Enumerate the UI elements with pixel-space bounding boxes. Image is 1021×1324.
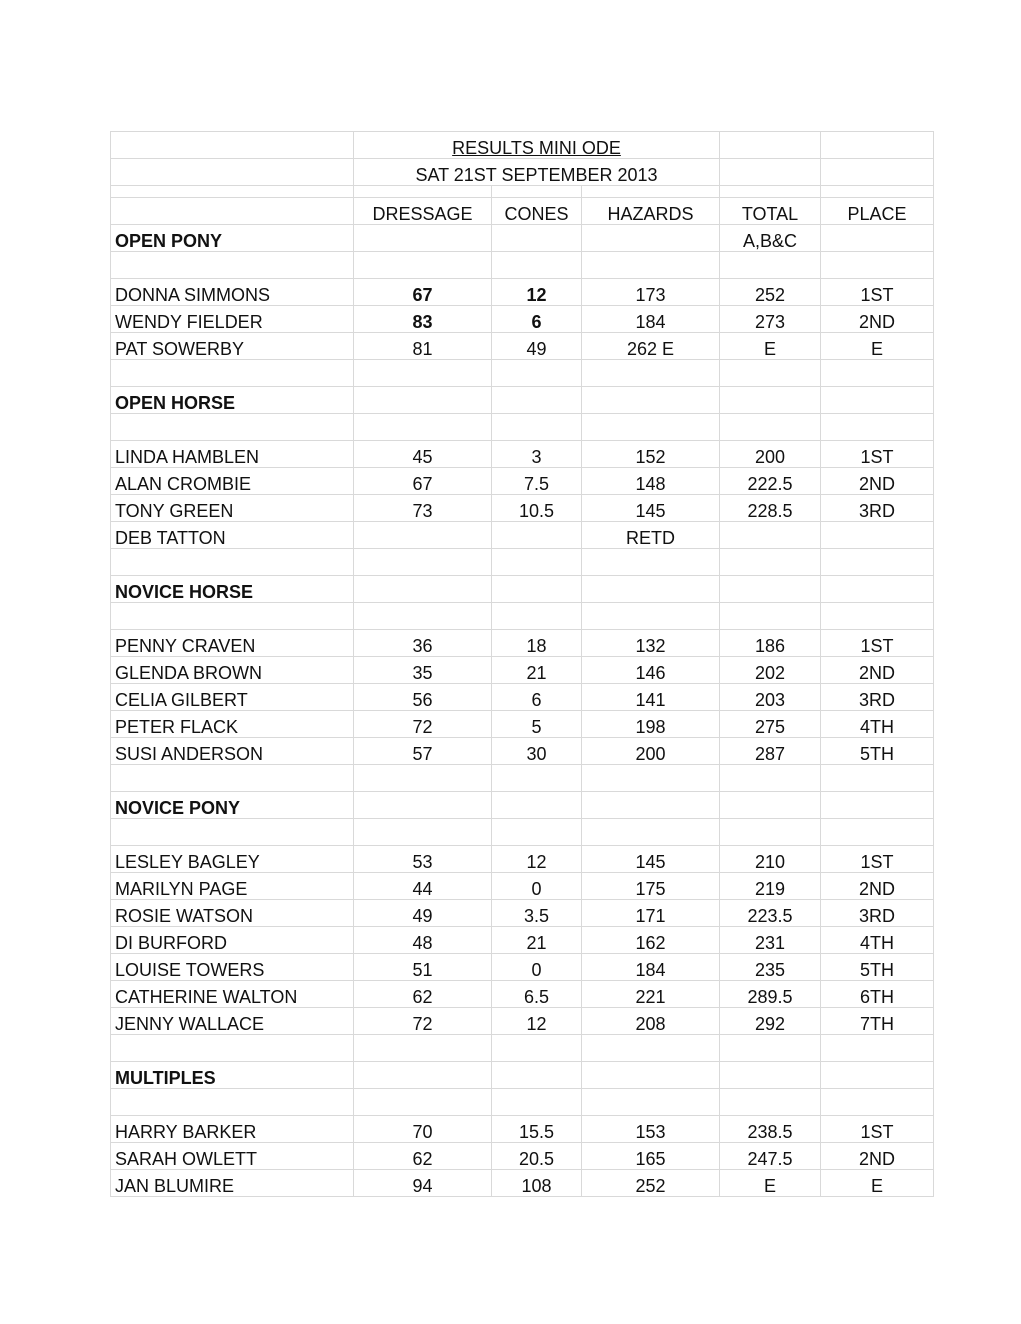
table-row [111, 1170, 934, 1197]
place-cell: 5TH [821, 954, 934, 981]
cones-cell: 6 [492, 306, 582, 333]
total-cell: 247.5 [720, 1143, 821, 1170]
blank-row [111, 1089, 934, 1116]
place-cell: 4TH [821, 927, 934, 954]
competitor-name: SARAH OWLETT [111, 1143, 354, 1170]
cones-cell [492, 522, 582, 549]
cones-cell: 21 [492, 657, 582, 684]
total-cell: 252 [720, 279, 821, 306]
cones-cell: 12 [492, 1008, 582, 1035]
total-cell: 275 [720, 711, 821, 738]
competitor-name: ROSIE WATSON [111, 900, 354, 927]
dressage-cell: 73 [354, 495, 492, 522]
section-header-row [111, 792, 934, 819]
table-row [111, 1116, 934, 1143]
section-header-row [111, 387, 934, 414]
place-cell: 1ST [821, 1116, 934, 1143]
dressage-cell: 70 [354, 1116, 492, 1143]
section-title: OPEN PONY [111, 225, 354, 252]
blank-row [111, 603, 934, 630]
place-cell: 5TH [821, 738, 934, 765]
hazards-cell: 132 [582, 630, 720, 657]
column-header-place: PLACE [821, 198, 934, 225]
hazards-cell: 171 [582, 900, 720, 927]
competitor-name: JENNY WALLACE [111, 1008, 354, 1035]
competitor-name: HARRY BARKER [111, 1116, 354, 1143]
dressage-cell: 72 [354, 711, 492, 738]
dressage-cell: 56 [354, 684, 492, 711]
section-title: NOVICE PONY [111, 792, 354, 819]
place-cell: 2ND [821, 306, 934, 333]
total-cell: 235 [720, 954, 821, 981]
place-cell: 2ND [821, 873, 934, 900]
table-row [111, 954, 934, 981]
dressage-cell: 67 [354, 468, 492, 495]
results-table-body [111, 132, 934, 1197]
competitor-name: ALAN CROMBIE [111, 468, 354, 495]
total-cell: 202 [720, 657, 821, 684]
total-cell: 203 [720, 684, 821, 711]
dressage-cell: 57 [354, 738, 492, 765]
dressage-cell: 44 [354, 873, 492, 900]
cones-cell: 0 [492, 954, 582, 981]
hazards-cell: 153 [582, 1116, 720, 1143]
place-cell [821, 522, 934, 549]
total-cell: 273 [720, 306, 821, 333]
total-cell: E [720, 1170, 821, 1197]
place-cell: 1ST [821, 279, 934, 306]
hazards-cell: 262 E [582, 333, 720, 360]
cones-cell: 0 [492, 873, 582, 900]
total-cell: 186 [720, 630, 821, 657]
cones-cell: 7.5 [492, 468, 582, 495]
place-cell: 1ST [821, 630, 934, 657]
page-title: RESULTS MINI ODE [452, 138, 621, 158]
total-cell: 200 [720, 441, 821, 468]
total-cell: 289.5 [720, 981, 821, 1008]
hazards-cell: 198 [582, 711, 720, 738]
table-row [111, 684, 934, 711]
total-cell: 223.5 [720, 900, 821, 927]
dressage-cell: 62 [354, 981, 492, 1008]
section-title: MULTIPLES [111, 1062, 354, 1089]
total-cell: 222.5 [720, 468, 821, 495]
total-note: A,B&C [720, 225, 821, 252]
competitor-name: LINDA HAMBLEN [111, 441, 354, 468]
total-cell [720, 522, 821, 549]
table-row [111, 333, 934, 360]
dressage-cell: 49 [354, 900, 492, 927]
table-row [111, 306, 934, 333]
cones-cell: 12 [492, 279, 582, 306]
blank-row [111, 252, 934, 279]
competitor-name: CELIA GILBERT [111, 684, 354, 711]
place-cell: E [821, 1170, 934, 1197]
competitor-name: PAT SOWERBY [111, 333, 354, 360]
place-cell: 3RD [821, 900, 934, 927]
column-header-cones: CONES [492, 198, 582, 225]
hazards-cell: 208 [582, 1008, 720, 1035]
event-date: SAT 21ST SEPTEMBER 2013 [354, 159, 720, 186]
competitor-name: MARILYN PAGE [111, 873, 354, 900]
hazards-cell: 184 [582, 306, 720, 333]
cones-cell: 15.5 [492, 1116, 582, 1143]
place-cell: 3RD [821, 684, 934, 711]
table-row [111, 495, 934, 522]
competitor-name: DEB TATTON [111, 522, 354, 549]
dressage-cell: 45 [354, 441, 492, 468]
total-cell: E [720, 333, 821, 360]
table-row [111, 279, 934, 306]
cones-cell: 21 [492, 927, 582, 954]
total-cell: 238.5 [720, 1116, 821, 1143]
competitor-name: CATHERINE WALTON [111, 981, 354, 1008]
section-title: OPEN HORSE [111, 387, 354, 414]
total-cell: 228.5 [720, 495, 821, 522]
hazards-cell: RETD [582, 522, 720, 549]
table-row [111, 1008, 934, 1035]
competitor-name: GLENDA BROWN [111, 657, 354, 684]
dressage-cell: 83 [354, 306, 492, 333]
dressage-cell: 35 [354, 657, 492, 684]
dressage-cell: 81 [354, 333, 492, 360]
blank-row [111, 765, 934, 792]
table-row [111, 468, 934, 495]
cones-cell: 3 [492, 441, 582, 468]
table-row [111, 711, 934, 738]
competitor-name: WENDY FIELDER [111, 306, 354, 333]
dressage-cell: 36 [354, 630, 492, 657]
section-title: NOVICE HORSE [111, 576, 354, 603]
hazards-cell: 221 [582, 981, 720, 1008]
competitor-name: SUSI ANDERSON [111, 738, 354, 765]
column-header-dressage: DRESSAGE [354, 198, 492, 225]
hazards-cell: 165 [582, 1143, 720, 1170]
table-row [111, 630, 934, 657]
dressage-cell: 48 [354, 927, 492, 954]
dressage-cell: 51 [354, 954, 492, 981]
place-cell: 1ST [821, 846, 934, 873]
hazards-cell: 146 [582, 657, 720, 684]
place-cell: 2ND [821, 657, 934, 684]
competitor-name: PENNY CRAVEN [111, 630, 354, 657]
competitor-name: JAN BLUMIRE [111, 1170, 354, 1197]
hazards-cell: 152 [582, 441, 720, 468]
table-row [111, 1143, 934, 1170]
cones-cell: 10.5 [492, 495, 582, 522]
dressage-cell: 94 [354, 1170, 492, 1197]
place-cell: 3RD [821, 495, 934, 522]
competitor-name: TONY GREEN [111, 495, 354, 522]
competitor-name: DONNA SIMMONS [111, 279, 354, 306]
hazards-cell: 145 [582, 846, 720, 873]
place-cell: 2ND [821, 1143, 934, 1170]
blank-row [111, 1035, 934, 1062]
cones-cell: 3.5 [492, 900, 582, 927]
blank-row [111, 360, 934, 387]
competitor-name: DI BURFORD [111, 927, 354, 954]
competitor-name: LESLEY BAGLEY [111, 846, 354, 873]
spacer-row [111, 186, 934, 198]
section-header-row [111, 576, 934, 603]
dressage-cell [354, 522, 492, 549]
dressage-cell: 67 [354, 279, 492, 306]
table-row [111, 981, 934, 1008]
table-row [111, 738, 934, 765]
results-sheet [110, 131, 933, 1211]
hazards-cell: 173 [582, 279, 720, 306]
cones-cell: 49 [492, 333, 582, 360]
competitor-name: PETER FLACK [111, 711, 354, 738]
place-cell: 1ST [821, 441, 934, 468]
table-row [111, 927, 934, 954]
cones-cell: 20.5 [492, 1143, 582, 1170]
date-row [111, 159, 934, 186]
hazards-cell: 141 [582, 684, 720, 711]
hazards-cell: 145 [582, 495, 720, 522]
place-cell: 7TH [821, 1008, 934, 1035]
dressage-cell: 72 [354, 1008, 492, 1035]
total-cell: 287 [720, 738, 821, 765]
results-table [110, 131, 934, 1197]
place-cell: 2ND [821, 468, 934, 495]
blank-row [111, 549, 934, 576]
place-cell: E [821, 333, 934, 360]
dressage-cell: 53 [354, 846, 492, 873]
total-cell: 219 [720, 873, 821, 900]
cones-cell: 12 [492, 846, 582, 873]
table-row [111, 846, 934, 873]
total-cell: 292 [720, 1008, 821, 1035]
title-row [111, 132, 934, 159]
place-cell: 6TH [821, 981, 934, 1008]
total-cell: 210 [720, 846, 821, 873]
cones-cell: 108 [492, 1170, 582, 1197]
hazards-cell: 162 [582, 927, 720, 954]
column-header-total: TOTAL [720, 198, 821, 225]
section-header-row [111, 1062, 934, 1089]
hazards-cell: 200 [582, 738, 720, 765]
section-header-row [111, 225, 934, 252]
table-row [111, 873, 934, 900]
hazards-cell: 252 [582, 1170, 720, 1197]
blank-row [111, 414, 934, 441]
table-row [111, 657, 934, 684]
cones-cell: 5 [492, 711, 582, 738]
cones-cell: 6 [492, 684, 582, 711]
hazards-cell: 148 [582, 468, 720, 495]
total-cell: 231 [720, 927, 821, 954]
cones-cell: 6.5 [492, 981, 582, 1008]
blank-row [111, 819, 934, 846]
table-row [111, 441, 934, 468]
hazards-cell: 175 [582, 873, 720, 900]
table-row [111, 900, 934, 927]
cones-cell: 18 [492, 630, 582, 657]
column-header-row [111, 198, 934, 225]
cones-cell: 30 [492, 738, 582, 765]
column-header-hazards: HAZARDS [582, 198, 720, 225]
competitor-name: LOUISE TOWERS [111, 954, 354, 981]
hazards-cell: 184 [582, 954, 720, 981]
place-cell: 4TH [821, 711, 934, 738]
table-row [111, 522, 934, 549]
dressage-cell: 62 [354, 1143, 492, 1170]
